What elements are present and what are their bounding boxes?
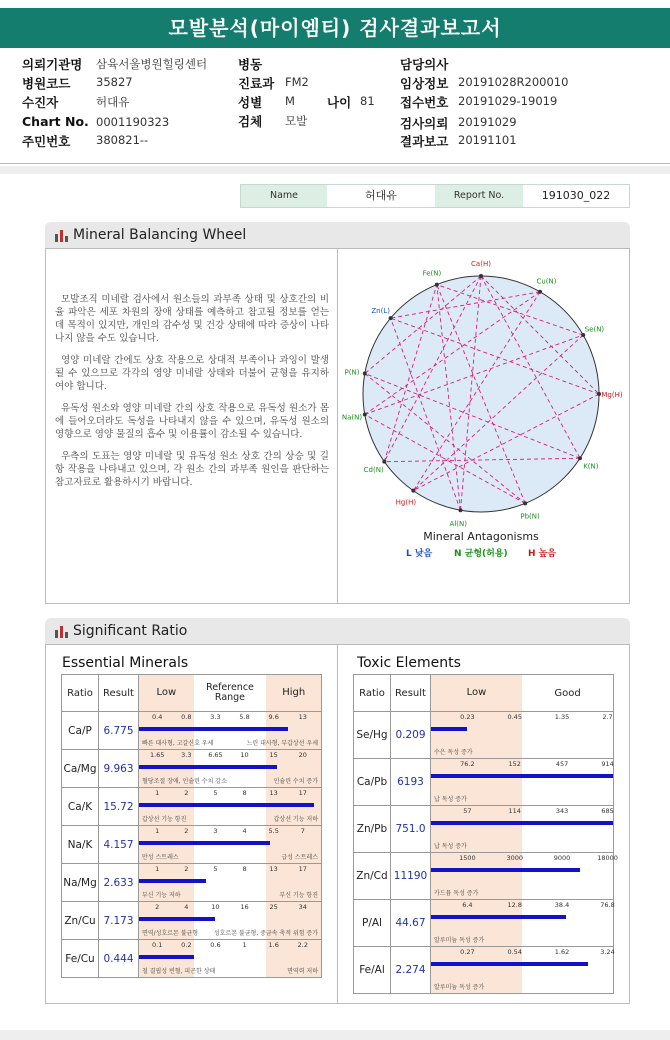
gray-band [0,166,670,174]
tick-label: 8 [242,865,247,873]
patient-info [0,52,670,165]
ratio-bar-cell [139,826,322,864]
ratio-bar-cell [431,947,614,994]
ratio-result: 2.633 [99,864,139,902]
bar-chart-icon [55,230,69,242]
tick-label: 3000 [506,854,523,862]
tick-label: 18000 [597,854,618,862]
ratio-row [62,902,322,940]
node-label: Hg(H) [395,498,417,507]
result-report-value: 20191101 [458,133,517,147]
node-label: Al(N) [449,520,467,529]
tick-label: 9.6 [268,713,279,721]
tick-label: 38.4 [554,901,570,909]
ratio-name: Ca/K [62,788,99,826]
chart-label: Chart No. [22,114,89,129]
note-low: 카드뮴 독성 증가 [434,890,479,897]
wheel-section-title: Mineral Balancing Wheel [73,227,247,243]
ratio-bar-cell [431,712,614,759]
ratio-name: Na/Mg [62,864,99,902]
tick-label: 6.4 [462,901,473,909]
tick-label: 25 [269,903,278,911]
note-low: 수은 독성 증가 [434,749,473,756]
tick-label: 2 [184,789,189,797]
tick-label: 4 [184,903,189,911]
toxic-title: Toxic Elements [357,655,461,671]
tick-label: 3.3 [181,751,192,759]
ratio-row [354,712,614,759]
node-label: Pb(N) [520,512,540,521]
col-result: Result [391,675,431,712]
tick-label: 9000 [553,854,571,862]
ratio-result: 751.0 [391,806,431,853]
tick-label: 5 [213,789,218,797]
tick-label: 685 [601,807,614,815]
ratio-row [62,940,322,978]
ratio-name: Na/K [62,826,99,864]
tick-label: 0.2 [181,941,192,949]
tick-label: 16 [240,903,249,911]
node-dot [382,460,386,464]
ratio-row [354,947,614,994]
node-label: Ca(H) [471,260,491,268]
note-high: 인슐린 수치 증가 [273,778,318,785]
tick-label: 3 [213,827,218,835]
tick-label: 10 [211,903,220,911]
code-value: 35827 [96,75,133,89]
name-report-table [240,184,630,208]
ratio-name: Zn/Cd [354,853,391,900]
ratio-result: 11190 [391,853,431,900]
ratio-row [62,712,322,750]
tick-label: 10 [240,751,249,759]
ratio-result: 7.173 [99,902,139,940]
tick-label: 0.1 [152,941,163,949]
note-low: 철 결핍성 빈혈, 피곤한 상태 [142,968,216,975]
wheel-paragraph-1: 모발조직 미네랄 검사에서 원소들의 과부족 상태 및 상호간의 비율 파악은 세포 차원의 장애 상태를 예측하고 참고될 정보를 얻는데 목적이 있지만, 개인의 감수성 및 건강 상태에 따라 증상이 나타나지 않을 수도 있습니다. [55,294,329,344]
ratio-bar [431,868,580,872]
toxic-ratio-table [353,674,618,994]
result-report-label: 결과보고 [400,134,449,149]
ratio-bar [431,774,613,778]
tick-label: 76.8 [600,901,615,909]
tick-label: 15 [269,751,278,759]
tick-label: 1.35 [554,713,570,721]
wheel-paragraph-4: 우측의 도표는 영양 미네랄 및 유독성 원소 상호 간의 상승 및 길항 작용을 나타내고 있으며, 각 원소 간의 과부족 원인을 판단하는 참고자료로 활용하시기 바랍니다. [55,451,329,488]
tick-label: 0.8 [181,713,192,721]
ratio-name: Zn/Cu [62,902,99,940]
tick-label: 343 [555,807,569,815]
ratio-name: Ca/Pb [354,759,391,806]
ratio-result: 0.444 [99,940,139,978]
tick-label: 1 [242,941,247,949]
footer-band [0,1030,670,1040]
ratio-bar [431,727,467,731]
ratio-name: P/Al [354,900,391,947]
age-label: 나이 [327,95,352,110]
node-label: K(N) [583,462,599,471]
note-low: 납 독성 증가 [434,796,467,803]
node-dot [363,372,367,376]
ward-label: 병동 [238,57,263,72]
node-label: Cd(N) [363,466,384,475]
col-range [139,675,322,712]
ratio-bar [431,821,613,825]
node-dot [597,392,601,396]
tick-label: 0.4 [152,713,163,721]
code-label: 병원코드 [22,76,71,91]
tick-label: 0.23 [460,713,475,721]
ratio-bar [139,803,314,807]
ratio-row [354,759,614,806]
ratio-name: Fe/Cu [62,940,99,978]
patient-value: 허대유 [96,95,130,109]
antagonism-title: Mineral Antagonisms [423,530,539,543]
note-low: 납 독성 증가 [434,843,467,850]
ratio-result: 44.67 [391,900,431,947]
ratio-section-header [45,618,630,644]
essential-title: Essential Minerals [62,655,189,671]
tick-label: 3.3 [210,713,221,721]
wheel-section-header [45,222,630,248]
ratio-bar-cell [139,902,322,940]
note-low: 부신 기능 저하 [142,892,181,899]
node-dot [581,333,585,337]
tick-label: 2 [155,903,160,911]
note-high: 느린 대사형, 부갑상선 우세 [246,740,318,747]
note-low: 알루미늄 독성 증가 [434,984,485,991]
node-dot [538,290,542,294]
ratio-section-title: Significant Ratio [73,623,188,639]
sex-value: M [285,94,295,108]
node-dot [459,508,463,512]
report-no-label: Report No. [435,185,523,207]
tick-label: 457 [555,760,569,768]
tick-label: 0.27 [460,948,475,956]
tick-label: 7 [300,827,305,835]
tick-label: 17 [298,789,307,797]
receipt-label: 접수번호 [400,95,449,110]
tick-label: 114 [508,807,521,815]
ratio-row [62,788,322,826]
tick-label: 1 [155,789,160,797]
node-dot [523,501,527,505]
ratio-bar [139,841,270,845]
note-high: 면역력 저하 [287,968,318,975]
range-reference: Reference Range [206,682,254,703]
node-label: Mg(H) [601,391,623,399]
ratio-bar [431,962,588,966]
ratio-result: 9.963 [99,750,139,788]
tick-label: 1.62 [554,948,570,956]
ratio-bar [139,727,288,731]
tick-label: 914 [601,760,614,768]
ratio-row [62,750,322,788]
ratio-bar-cell [139,940,322,978]
ratio-bar-cell [431,853,618,900]
tick-label: 0.54 [507,948,522,956]
request-label: 검사의뢰 [400,116,449,131]
tick-label: 152 [508,760,521,768]
ratio-row [354,806,614,853]
wheel-paragraph-2: 영양 미네랄 간에도 상호 작용으로 상대적 부족이나 과잉이 발생될 수 있으므로 각각의 영양 미네랄 상태와 더불어 균형을 유지하여야 합니다. [55,355,329,392]
ratio-name: Ca/P [62,712,99,750]
receipt-value: 20191029-19019 [458,94,558,108]
note-low: 알루미늄 독성 증가 [434,937,485,944]
tick-label: 12.8 [507,901,522,909]
tick-label: 4 [242,827,247,835]
ratio-result: 6.775 [99,712,139,750]
id-label: 주민번호 [22,134,71,149]
dept-value: FM2 [285,75,309,89]
ratio-row [62,864,322,902]
sex-label: 성별 [238,95,263,110]
tick-label: 2 [184,865,189,873]
ratio-name: Zn/Pb [354,806,391,853]
note-high: 부신 기능 항진 [279,892,318,899]
ratio-bar-cell [139,788,322,826]
tick-label: 1500 [459,854,476,862]
ratio-divider [337,644,338,1004]
tick-label: 76.2 [460,760,475,768]
clinical-label: 임상정보 [400,76,449,91]
ratio-bar [139,879,206,883]
ratio-name: Ca/Mg [62,750,99,788]
ratio-bar-cell [431,900,614,947]
node-label: Cu(N) [536,277,557,286]
note-low: 갑상선 기능 항진 [142,816,187,823]
tick-label: 13 [269,865,278,873]
note-low: 만성 스트레스 [142,854,179,861]
patient-label: 수진자 [22,95,59,110]
ratio-bar [431,915,566,919]
essential-ratio-table [61,674,322,978]
tick-label: 20 [298,751,307,759]
chart-value: 0001190323 [96,115,170,129]
tick-label: 1 [155,865,160,873]
tick-label: 2.2 [297,941,308,949]
id-value: 380821-- [96,133,149,147]
ratio-result: 2.274 [391,947,431,994]
ratio-row [354,853,614,900]
col-ratio: Ratio [354,675,391,712]
node-label: Zn(L) [371,306,390,315]
range-low: Low [139,675,194,711]
node-dot [411,489,415,493]
node-label: P(N) [344,368,360,377]
col-range [431,675,614,712]
node-dot [363,412,367,416]
tick-label: 13 [298,713,307,721]
name-label: Name [241,185,327,207]
tick-label: 34 [298,903,307,911]
node-label: Fe(N) [422,269,442,278]
tick-label: 2.7 [602,713,613,721]
clinical-value: 20191028R200010 [458,75,569,89]
node-dot [578,456,582,460]
wheel-description [55,293,329,498]
tick-label: 5 [213,865,218,873]
mineral-antagonism-wheel [338,249,628,603]
ratio-bar-cell [139,750,322,788]
node-label: Na(N) [341,413,363,422]
node-label: Se(N) [584,325,605,334]
request-value: 20191029 [458,115,517,129]
range-high: High [266,675,321,711]
ratio-bar-cell [139,864,322,902]
note-low: 면역/성호르몬 불균형 [142,930,199,937]
tick-label: 57 [463,807,472,815]
tick-label: 2 [184,827,189,835]
note-low: 빠른 대사형, 고갈신호 우세 [142,740,214,747]
legend-low: L 낮음 [406,549,433,559]
ratio-bar [139,955,194,959]
tick-label: 13 [269,789,278,797]
note-high: 급성 스트레스 [281,854,318,861]
report-no-value: 191030_022 [523,185,629,207]
tick-label: 1 [155,827,160,835]
specimen-value: 모발 [285,114,308,128]
ratio-bar [139,917,215,921]
node-dot [435,283,439,287]
tick-label: 1.6 [268,941,279,949]
tick-label: 0.45 [507,713,522,721]
range-good: Good [554,687,581,699]
tick-label: 5.8 [239,713,250,721]
ratio-result: 15.72 [99,788,139,826]
org-label: 의뢰기관명 [22,57,83,72]
note-high: 갑상선 기능 저하 [273,816,318,823]
doctor-label: 담당의사 [400,57,449,72]
specimen-label: 검체 [238,114,263,129]
node-dot [479,274,483,278]
tick-label: 1.65 [149,751,165,759]
ratio-bar-cell [139,712,322,750]
bar-chart-icon [55,626,69,638]
ratio-bar-cell [431,759,614,806]
dept-label: 진료과 [238,76,275,91]
ratio-row [62,826,322,864]
col-result: Result [99,675,139,712]
tick-label: 8 [242,789,247,797]
wheel-circle [363,276,599,512]
note-low: 혈당조절 장애, 인슐린 수치 감소 [142,778,227,785]
ratio-name: Fe/Al [354,947,391,994]
node-dot [389,316,393,320]
age-value: 81 [360,94,375,108]
tick-label: 3.24 [600,948,615,956]
ratio-result: 6193 [391,759,431,806]
name-value: 허대유 [327,185,435,207]
tick-label: 5.5 [268,827,279,835]
ratio-row [354,900,614,947]
col-ratio: Ratio [62,675,99,712]
legend-high: H 높음 [528,549,557,559]
tick-label: 6.65 [208,751,223,759]
ratio-result: 0.209 [391,712,431,759]
ratio-result: 4.157 [99,826,139,864]
range-low: Low [431,675,522,711]
wheel-paragraph-3: 유독성 원소와 영양 미네랄 간의 상호 작용으로 유독성 원소가 몸에 들어오더라도 독성을 나타내지 않을 수 있으며, 유독성 원소의 영향으로 영양 물질의 흡수 및 이용률이 감소될 수 있습니다. [55,403,329,440]
legend-normal: N 균형(허용) [454,549,508,559]
ratio-bar [139,765,277,769]
org-value: 삼육서울병원힐링센터 [96,57,208,71]
report-title: 모발분석(마이엠티) 검사결과보고서 [0,8,670,48]
ratio-bar-cell [431,806,614,853]
tick-label: 0.6 [210,941,221,949]
ratio-name: Se/Hg [354,712,391,759]
note-high: 성호르몬 불균형, 중금속 축적 위험 증가 [213,930,318,937]
tick-label: 17 [298,865,307,873]
